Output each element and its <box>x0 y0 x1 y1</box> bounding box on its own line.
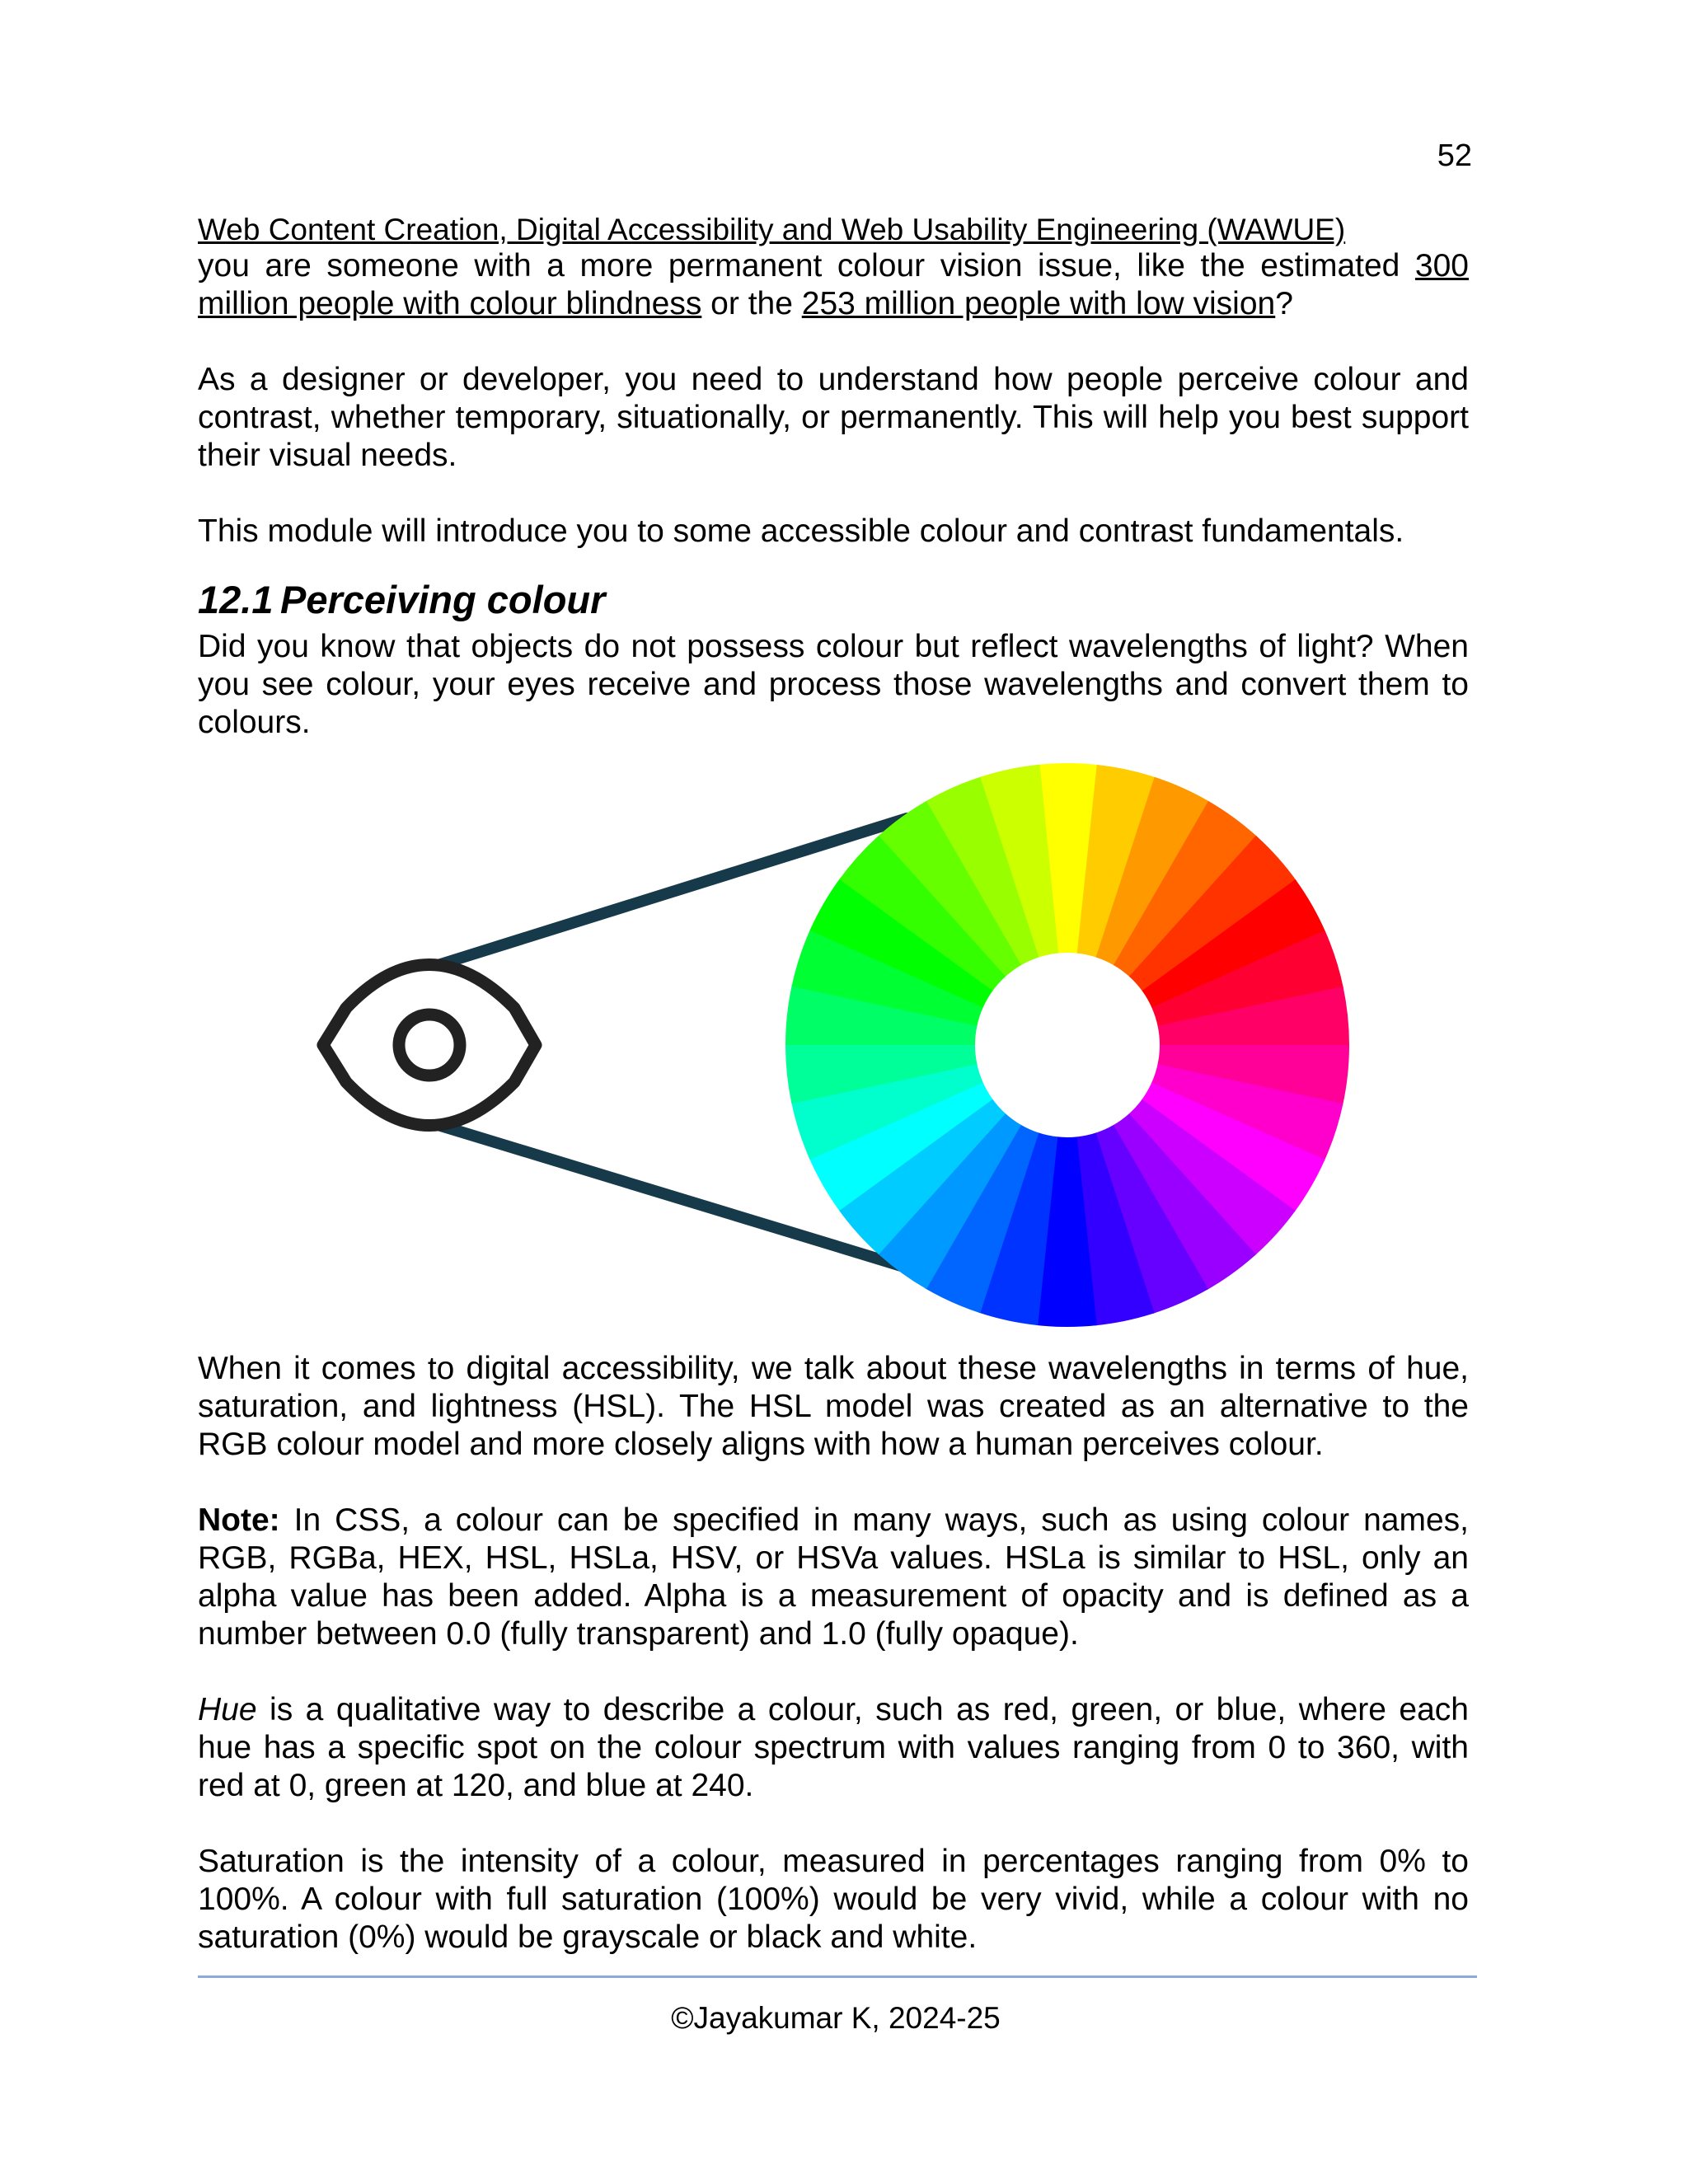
footer <box>0 2001 1688 2036</box>
hue-text: is a qualitative way to describe a colour, such as red, green, or blue, where each hue has a specific spot on the colour spectrum with values ranging from 0 to 360, with red at 0, green at 120, and blue at 240. <box>198 1692 1469 1803</box>
explanation-text <box>198 1350 1469 1957</box>
colour-wheel <box>785 763 1349 1327</box>
note-paragraph <box>198 1502 1469 1653</box>
section-heading <box>198 577 605 622</box>
footer-divider <box>198 1975 1477 1978</box>
intro-paragraph-1 <box>198 247 1469 323</box>
saturation-paragraph: Saturation is the intensity of a colour, measured in percentages ranging from 0% to 100%. A colour with full saturation (100%) would be very vivid, while a colour with no saturation (0%) would be grayscale or black and white. <box>198 1844 1469 1955</box>
colour-blindness-link[interactable]: 300 million people with colour blindness <box>198 248 1469 321</box>
colour-perception-figure <box>313 757 1385 1333</box>
low-vision-link[interactable]: 253 million people with low vision <box>801 286 1276 321</box>
note-text: In CSS, a colour can be specified in many ways, such as using colour names, RGB, RGBa, HEX, HSL, HSLa, HSV, or HSVa values. HSLa is similar to HSL, only an alpha value has been added. Alpha is a measurement of opacity and is defined as a number between 0.0 (fully transparent) and 1.0 (fully opaque). <box>198 1502 1469 1652</box>
intro-text <box>198 247 1469 551</box>
hsl-paragraph: When it comes to digital accessibility, we talk about these wavelengths in terms of hue, saturation, and lightness (HSL). The HSL model was created as an alternative to the RGB colour model and more closely aligns with how a human perceives colour. <box>198 1351 1469 1462</box>
hue-paragraph <box>198 1691 1469 1805</box>
copyright-text: ©Jayakumar K, 2024-25 <box>671 2001 1001 2035</box>
intro-text-b: or the <box>701 286 802 321</box>
section-text <box>198 628 1469 742</box>
section-paragraph-1: Did you know that objects do not possess colour but reflect wavelengths of light? When you see colour, your eyes receive and process those wavelengths and convert them to colours. <box>198 629 1469 740</box>
running-header: Web Content Creation, Digital Accessibility and Web Usability Engineering (WAWUE) <box>198 213 1346 246</box>
section-title: Perceiving colour <box>280 578 606 621</box>
intro-text-a: you are someone with a more permanent colour vision issue, like the estimated <box>198 248 1415 284</box>
page-number: 52 <box>1437 138 1472 173</box>
hue-term: Hue <box>198 1692 257 1727</box>
intro-paragraph-2: As a designer or developer, you need to understand how people perceive colour and contrast, whether temporary, situationally, or permanently. This will help you best support their visual needs. <box>198 362 1469 473</box>
intro-text-c: ? <box>1275 286 1293 321</box>
note-label: Note: <box>198 1502 280 1538</box>
eye-icon <box>323 965 536 1126</box>
intro-paragraph-3: This module will introduce you to some accessible colour and contrast fundamentals. <box>198 513 1404 549</box>
section-number: 12.1 <box>198 578 274 621</box>
eye-outline <box>323 965 536 1126</box>
